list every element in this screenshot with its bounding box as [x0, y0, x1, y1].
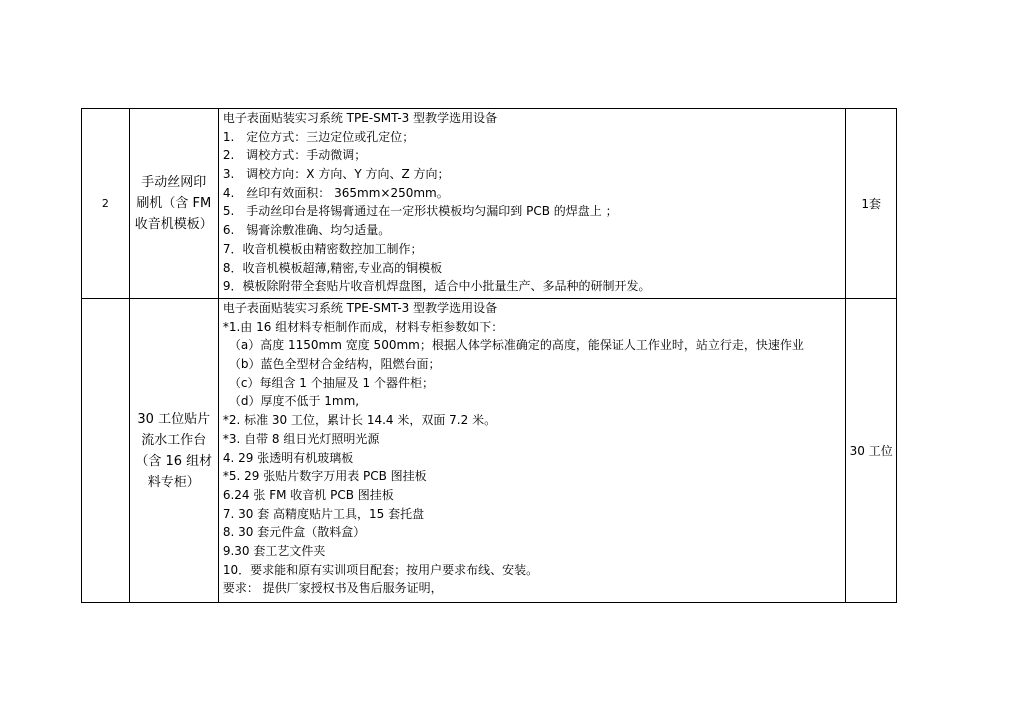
description-line: （b）蓝色全型材合金结构，阻燃台面；	[222, 357, 441, 372]
description-line: 1. 定位方式：三边定位或孔定位；	[222, 129, 415, 144]
spec-table	[81, 108, 897, 603]
item-number-cell: 2	[82, 109, 130, 299]
description-line: *1.由 16 组材料专柜制作而成，材料专柜参数如下：	[222, 319, 504, 334]
description-line: （d）厚度不低于 1mm,	[222, 394, 360, 409]
item-name-line: 30 工位贴片	[137, 411, 211, 427]
table-row	[82, 299, 897, 603]
description-line: 5. 手动丝印台是将锡膏通过在一定形状模板均匀漏印到 PCB 的焊盘上 ；	[222, 204, 618, 219]
item-name-line: 收音机模板）	[134, 217, 213, 232]
description-line: 6.24 张 FM 收音机 PCB 图挂板	[222, 487, 394, 502]
item-name-cell	[129, 299, 218, 603]
description-line: *5. 29 张贴片数字万用表 PCB 图挂板	[222, 469, 427, 484]
description-line: 电子表面贴装实习系统 TPE-SMT-3 型教学选用设备	[222, 111, 498, 125]
description-line: 3. 调校方向：X 方向、Y 方向、Z 方向；	[222, 167, 450, 182]
item-description-cell	[218, 109, 845, 299]
description-line: *2. 标准 30 工位，累计长 14.4 米，双面 7.2 米。	[222, 413, 497, 428]
description-line: 电子表面贴装实习系统 TPE-SMT-3 型教学选用设备	[222, 301, 498, 315]
item-name-cell	[129, 109, 218, 299]
item-name-line: 刷机（含 FM	[136, 196, 212, 211]
description-line: 7. 30 套 高精度贴片工具，15 套托盘	[222, 506, 425, 521]
item-number-cell	[82, 299, 130, 603]
item-name-line: 手动丝网印	[141, 175, 207, 190]
description-line: 9.30 套工艺文件夹	[222, 543, 326, 558]
item-name-line: 流水工作台	[141, 432, 207, 448]
description-line: 2. 调校方式：手动微调；	[222, 148, 367, 163]
description-line: （c）每组含 1 个抽屉及 1 个器件柜；	[222, 375, 434, 390]
item-quantity-cell: 30 工位	[846, 299, 897, 603]
item-name-line: 料专柜）	[147, 474, 200, 490]
description-line: 4. 丝印有效面积： 365mm×250mm。	[222, 185, 449, 200]
description-line: 10．要求能和原有实训项目配套；按用户要求布线、安装。	[222, 562, 539, 577]
description-line: 8．收音机模板超薄,精密,专业高的铜模板	[222, 260, 443, 275]
item-quantity-cell: 1套	[846, 109, 897, 299]
description-line: *3. 自带 8 组日光灯照明光源	[222, 431, 380, 446]
description-line: 8. 30 套元件盒（散料盒）	[222, 525, 366, 540]
table-row	[82, 109, 897, 299]
description-line: 4. 29 张透明有机玻璃板	[222, 450, 354, 465]
description-line: （a）高度 1150mm 宽度 500mm；根据人体学标准确定的高度，能保证人工作业时，站立行走，快速作业	[222, 338, 804, 353]
description-line: 6. 锡膏涂敷准确、均匀适量。	[222, 223, 391, 238]
description-line: 要求： 提供厂家授权书及售后服务证明，	[222, 581, 443, 596]
item-description-cell	[218, 299, 845, 603]
item-name-line: （含 16 组材	[135, 453, 213, 469]
description-line: 9．模板除附带全套贴片收音机焊盘图，适合中小批量生产、多品种的研制开发。	[222, 279, 651, 294]
description-line: 7．收音机模板由精密数控加工制作；	[222, 241, 423, 256]
